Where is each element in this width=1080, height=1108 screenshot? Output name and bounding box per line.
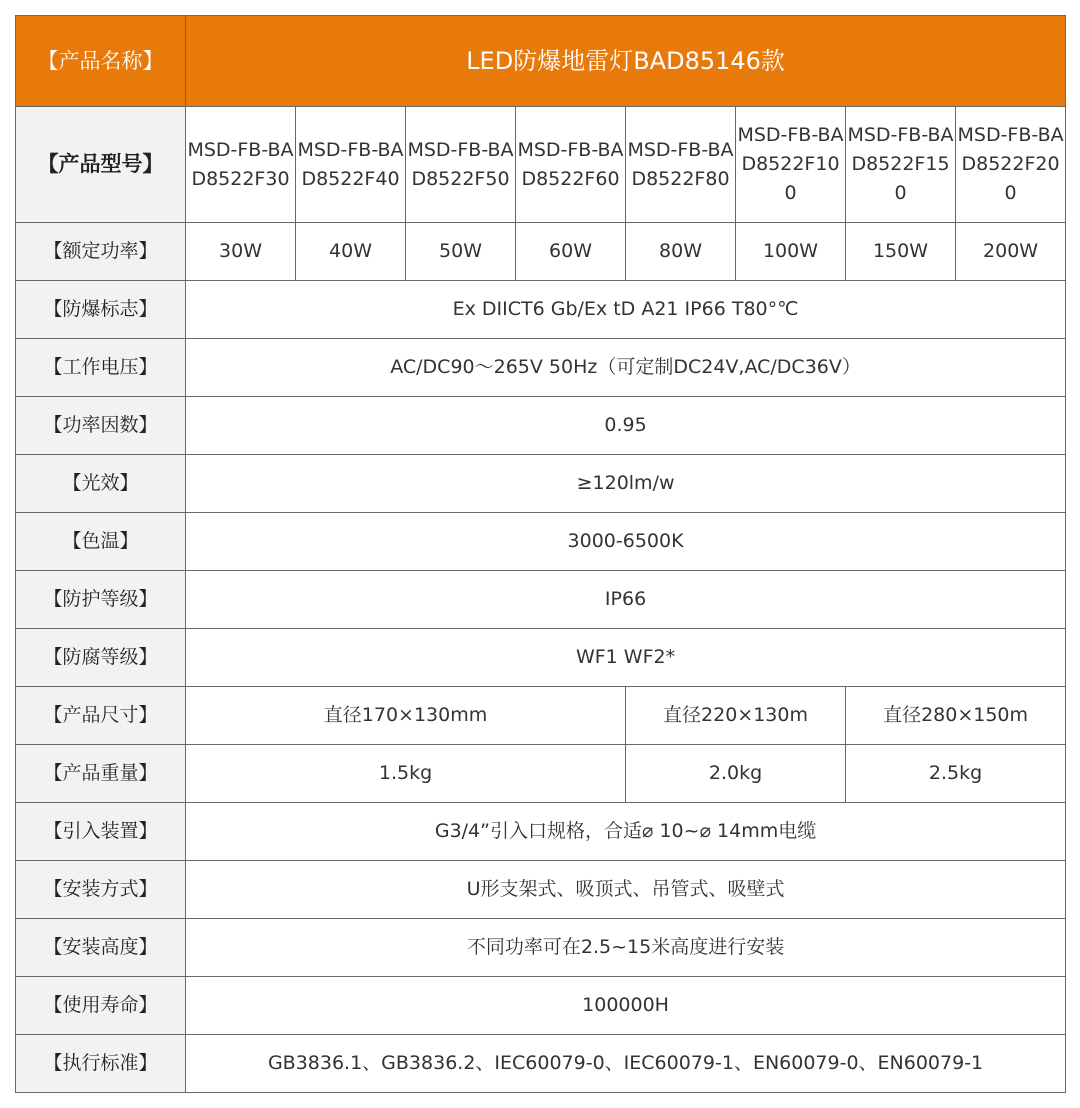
model-cell: MSD-FB-BAD8522F30 bbox=[186, 107, 296, 223]
power-cell: 200W bbox=[956, 223, 1066, 281]
model-row bbox=[16, 107, 1066, 223]
anticorrosion-label: 【防腐等级】 bbox=[16, 629, 186, 687]
size-cell: 直径280×150m bbox=[846, 687, 1066, 745]
voltage-value: AC/DC90～265V 50Hz（可定制DC24V,AC/DC36V） bbox=[186, 339, 1066, 397]
power-cell: 80W bbox=[626, 223, 736, 281]
weight-cell: 2.0kg bbox=[626, 745, 846, 803]
model-cell: MSD-FB-BAD8522F80 bbox=[626, 107, 736, 223]
standards-value: GB3836.1、GB3836.2、IEC60079-0、IEC60079-1、EN60079-0、EN60079-1 bbox=[186, 1035, 1066, 1093]
install-method-row bbox=[16, 861, 1066, 919]
explosion-mark-row bbox=[16, 281, 1066, 339]
power-label: 【额定功率】 bbox=[16, 223, 186, 281]
power-factor-value: 0.95 bbox=[186, 397, 1066, 455]
model-cell: MSD-FB-BAD8522F50 bbox=[406, 107, 516, 223]
power-cell: 40W bbox=[296, 223, 406, 281]
size-label: 【产品尺寸】 bbox=[16, 687, 186, 745]
entry-row bbox=[16, 803, 1066, 861]
model-cell: MSD-FB-BAD8522F40 bbox=[296, 107, 406, 223]
explosion-mark-label: 【防爆标志】 bbox=[16, 281, 186, 339]
product-name-value: LED防爆地雷灯BAD85146款 bbox=[186, 16, 1066, 107]
entry-label: 【引入装置】 bbox=[16, 803, 186, 861]
efficacy-value: ≥120lm/w bbox=[186, 455, 1066, 513]
size-cell: 直径170×130mm bbox=[186, 687, 626, 745]
anticorrosion-value: WF1 WF2* bbox=[186, 629, 1066, 687]
lifetime-value: 100000H bbox=[186, 977, 1066, 1035]
anticorrosion-row bbox=[16, 629, 1066, 687]
model-cell: MSD-FB-BAD8522F150 bbox=[846, 107, 956, 223]
protection-value: IP66 bbox=[186, 571, 1066, 629]
model-cell: MSD-FB-BAD8522F200 bbox=[956, 107, 1066, 223]
power-factor-label: 【功率因数】 bbox=[16, 397, 186, 455]
power-cell: 30W bbox=[186, 223, 296, 281]
power-cell: 100W bbox=[736, 223, 846, 281]
efficacy-row bbox=[16, 455, 1066, 513]
entry-value: G3/4”引入口规格，合适⌀ 10~⌀ 14mm电缆 bbox=[186, 803, 1066, 861]
power-row bbox=[16, 223, 1066, 281]
color-temp-value: 3000-6500K bbox=[186, 513, 1066, 571]
model-cell: MSD-FB-BAD8522F100 bbox=[736, 107, 846, 223]
install-method-label: 【安装方式】 bbox=[16, 861, 186, 919]
weight-cell: 2.5kg bbox=[846, 745, 1066, 803]
product-name-label: 【产品名称】 bbox=[16, 16, 186, 107]
weight-row bbox=[16, 745, 1066, 803]
model-cell: MSD-FB-BAD8522F60 bbox=[516, 107, 626, 223]
lifetime-label: 【使用寿命】 bbox=[16, 977, 186, 1035]
protection-row bbox=[16, 571, 1066, 629]
power-cell: 60W bbox=[516, 223, 626, 281]
weight-label: 【产品重量】 bbox=[16, 745, 186, 803]
model-label: 【产品型号】 bbox=[16, 107, 186, 223]
size-cell: 直径220×130m bbox=[626, 687, 846, 745]
install-height-value: 不同功率可在2.5~15米高度进行安装 bbox=[186, 919, 1066, 977]
power-factor-row bbox=[16, 397, 1066, 455]
color-temp-label: 【色温】 bbox=[16, 513, 186, 571]
size-row bbox=[16, 687, 1066, 745]
protection-label: 【防护等级】 bbox=[16, 571, 186, 629]
install-method-value: U形支架式、吸顶式、吊管式、吸壁式 bbox=[186, 861, 1066, 919]
power-cell: 150W bbox=[846, 223, 956, 281]
power-cell: 50W bbox=[406, 223, 516, 281]
color-temp-row bbox=[16, 513, 1066, 571]
voltage-row bbox=[16, 339, 1066, 397]
lifetime-row bbox=[16, 977, 1066, 1035]
voltage-label: 【工作电压】 bbox=[16, 339, 186, 397]
product-name-row bbox=[16, 16, 1066, 107]
install-height-row bbox=[16, 919, 1066, 977]
weight-cell: 1.5kg bbox=[186, 745, 626, 803]
standards-label: 【执行标准】 bbox=[16, 1035, 186, 1093]
efficacy-label: 【光效】 bbox=[16, 455, 186, 513]
explosion-mark-value: Ex DIICT6 Gb/Ex tD A21 IP66 T80°℃ bbox=[186, 281, 1066, 339]
standards-row bbox=[16, 1035, 1066, 1093]
spec-table bbox=[15, 15, 1066, 1093]
install-height-label: 【安装高度】 bbox=[16, 919, 186, 977]
